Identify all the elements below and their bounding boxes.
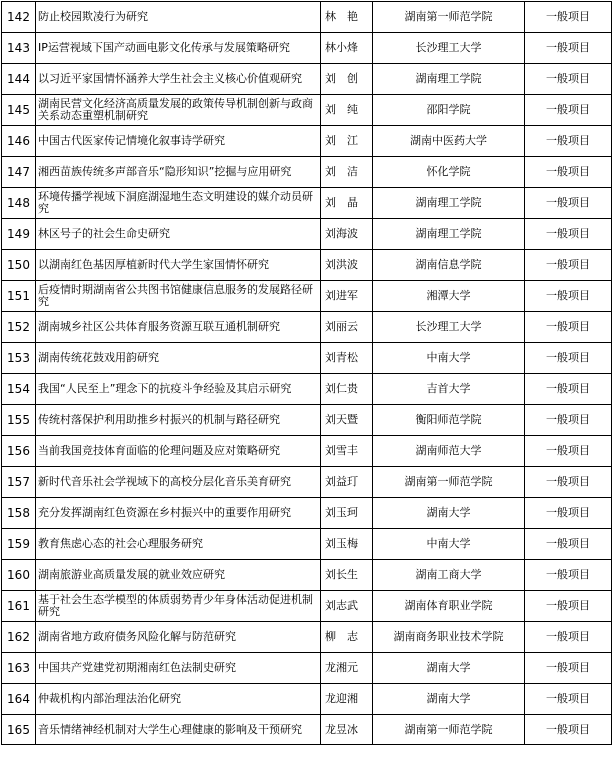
project-leader: 刘雪丰: [321, 436, 373, 467]
institution: 长沙理工大学: [373, 33, 525, 64]
project-title: 我国“人民至上”理念下的抗疫斗争经验及其启示研究: [36, 374, 321, 405]
project-leader: 刘 江: [321, 126, 373, 157]
row-number: 142: [2, 2, 36, 33]
project-title: 以习近平家国情怀涵养大学生社会主义核心价值观研究: [36, 64, 321, 95]
project-category: 一般项目: [525, 64, 612, 95]
institution: 邵阳学院: [373, 95, 525, 126]
project-leader: 刘 纯: [321, 95, 373, 126]
row-number: 144: [2, 64, 36, 95]
row-number: 158: [2, 498, 36, 529]
row-number: 161: [2, 591, 36, 622]
table-row: [2, 436, 612, 467]
project-title: 湖南旅游业高质量发展的就业效应研究: [36, 560, 321, 591]
institution: 湖南理工学院: [373, 64, 525, 95]
project-leader: 柳 志: [321, 622, 373, 653]
project-leader: 龙昱冰: [321, 715, 373, 745]
table-row: [2, 188, 612, 219]
table-row: [2, 2, 612, 33]
institution: 湖南大学: [373, 498, 525, 529]
table-row: [2, 126, 612, 157]
row-number: 151: [2, 281, 36, 312]
table-row: [2, 64, 612, 95]
project-title: 充分发挥湖南红色资源在乡村振兴中的重要作用研究: [36, 498, 321, 529]
project-category: 一般项目: [525, 219, 612, 250]
project-category: 一般项目: [525, 126, 612, 157]
project-leader: 刘 晶: [321, 188, 373, 219]
row-number: 155: [2, 405, 36, 436]
project-leader: 刘天暨: [321, 405, 373, 436]
institution: 中南大学: [373, 343, 525, 374]
project-title: 湖南民营文化经济高质量发展的政策传导机制创新与政商关系动态重塑机制研究: [36, 95, 321, 126]
row-number: 165: [2, 715, 36, 745]
institution: 吉首大学: [373, 374, 525, 405]
project-leader: 刘洪波: [321, 250, 373, 281]
project-title: 仲裁机构内部治理法治化研究: [36, 684, 321, 715]
institution: 湖南理工学院: [373, 188, 525, 219]
table-row: [2, 219, 612, 250]
institution: 湖南大学: [373, 684, 525, 715]
project-title: 中国共产党建党初期湘南红色法制史研究: [36, 653, 321, 684]
institution: 衡阳师范学院: [373, 405, 525, 436]
table-row: [2, 250, 612, 281]
project-leader: 刘志武: [321, 591, 373, 622]
project-category: 一般项目: [525, 188, 612, 219]
project-leader: 刘 创: [321, 64, 373, 95]
institution: 湖南师范大学: [373, 436, 525, 467]
institution: 湖南理工学院: [373, 219, 525, 250]
project-leader: 刘青松: [321, 343, 373, 374]
project-leader: 刘丽云: [321, 312, 373, 343]
table-row: [2, 95, 612, 126]
project-category: 一般项目: [525, 405, 612, 436]
project-leader: 林小烽: [321, 33, 373, 64]
row-number: 162: [2, 622, 36, 653]
project-title: 音乐情绪神经机制对大学生心理健康的影响及干预研究: [36, 715, 321, 745]
table-row: [2, 33, 612, 64]
institution: 湖南第一师范学院: [373, 2, 525, 33]
table-row: [2, 498, 612, 529]
institution: 湖南第一师范学院: [373, 467, 525, 498]
project-category: 一般项目: [525, 343, 612, 374]
row-number: 163: [2, 653, 36, 684]
project-title: 中国古代医家传记情境化叙事诗学研究: [36, 126, 321, 157]
row-number: 149: [2, 219, 36, 250]
project-category: 一般项目: [525, 95, 612, 126]
project-title: 教育焦虑心态的社会心理服务研究: [36, 529, 321, 560]
project-title: 林区号子的社会生命史研究: [36, 219, 321, 250]
project-title: 后疫情时期湖南省公共图书馆健康信息服务的发展路径研究: [36, 281, 321, 312]
table-row: [2, 684, 612, 715]
project-category: 一般项目: [525, 281, 612, 312]
project-title: 湘西苗族传统多声部音乐“隐形知识”挖掘与应用研究: [36, 157, 321, 188]
project-category: 一般项目: [525, 374, 612, 405]
row-number: 159: [2, 529, 36, 560]
project-category: 一般项目: [525, 250, 612, 281]
project-table-body: [2, 2, 612, 745]
project-leader: 刘进军: [321, 281, 373, 312]
table-row: [2, 157, 612, 188]
institution: 湖南第一师范学院: [373, 715, 525, 745]
institution: 湖南大学: [373, 653, 525, 684]
project-leader: 龙湘元: [321, 653, 373, 684]
project-title: 以湖南红色基因厚植新时代大学生家国情怀研究: [36, 250, 321, 281]
table-row: [2, 343, 612, 374]
institution: 湖南中医药大学: [373, 126, 525, 157]
table-row: [2, 560, 612, 591]
project-category: 一般项目: [525, 560, 612, 591]
project-category: 一般项目: [525, 436, 612, 467]
institution: 湘潭大学: [373, 281, 525, 312]
project-category: 一般项目: [525, 2, 612, 33]
table-row: [2, 467, 612, 498]
project-leader: 刘益玎: [321, 467, 373, 498]
project-title: 传统村落保护利用助推乡村振兴的机制与路径研究: [36, 405, 321, 436]
institution: 中南大学: [373, 529, 525, 560]
institution: 怀化学院: [373, 157, 525, 188]
project-leader: 刘玉梅: [321, 529, 373, 560]
table-row: [2, 622, 612, 653]
table-row: [2, 312, 612, 343]
institution: 长沙理工大学: [373, 312, 525, 343]
project-title: 防止校园欺凌行为研究: [36, 2, 321, 33]
row-number: 152: [2, 312, 36, 343]
project-category: 一般项目: [525, 622, 612, 653]
row-number: 146: [2, 126, 36, 157]
table-row: [2, 591, 612, 622]
project-category: 一般项目: [525, 312, 612, 343]
project-leader: 刘 洁: [321, 157, 373, 188]
project-category: 一般项目: [525, 684, 612, 715]
project-title: 湖南城乡社区公共体育服务资源互联互通机制研究: [36, 312, 321, 343]
project-leader: 刘玉珂: [321, 498, 373, 529]
row-number: 150: [2, 250, 36, 281]
row-number: 154: [2, 374, 36, 405]
project-title: 基于社会生态学模型的体质弱势青少年身体活动促进机制研究: [36, 591, 321, 622]
project-title: 新时代音乐社会学视域下的高校分层化音乐美育研究: [36, 467, 321, 498]
project-title: 湖南省地方政府债务风险化解与防范研究: [36, 622, 321, 653]
project-title: IP运营视域下国产动画电影文化传承与发展策略研究: [36, 33, 321, 64]
project-leader: 刘海波: [321, 219, 373, 250]
project-category: 一般项目: [525, 33, 612, 64]
table-row: [2, 374, 612, 405]
project-category: 一般项目: [525, 715, 612, 745]
project-leader: 林 艳: [321, 2, 373, 33]
row-number: 147: [2, 157, 36, 188]
project-category: 一般项目: [525, 653, 612, 684]
table-row: [2, 653, 612, 684]
project-table: [1, 1, 612, 745]
row-number: 156: [2, 436, 36, 467]
institution: 湖南信息学院: [373, 250, 525, 281]
row-number: 148: [2, 188, 36, 219]
project-leader: 刘长生: [321, 560, 373, 591]
table-row: [2, 715, 612, 745]
row-number: 160: [2, 560, 36, 591]
project-category: 一般项目: [525, 157, 612, 188]
project-title: 当前我国竞技体育面临的伦理问题及应对策略研究: [36, 436, 321, 467]
project-category: 一般项目: [525, 529, 612, 560]
project-title: 湖南传统花鼓戏用韵研究: [36, 343, 321, 374]
table-row: [2, 281, 612, 312]
table-row: [2, 529, 612, 560]
project-category: 一般项目: [525, 467, 612, 498]
row-number: 143: [2, 33, 36, 64]
project-leader: 刘仁贵: [321, 374, 373, 405]
row-number: 164: [2, 684, 36, 715]
project-title: 环境传播学视域下洞庭湖湿地生态文明建设的媒介动员研究: [36, 188, 321, 219]
project-leader: 龙迎湘: [321, 684, 373, 715]
row-number: 153: [2, 343, 36, 374]
project-category: 一般项目: [525, 498, 612, 529]
row-number: 145: [2, 95, 36, 126]
institution: 湖南商务职业技术学院: [373, 622, 525, 653]
table-row: [2, 405, 612, 436]
project-category: 一般项目: [525, 591, 612, 622]
institution: 湖南体育职业学院: [373, 591, 525, 622]
institution: 湖南工商大学: [373, 560, 525, 591]
row-number: 157: [2, 467, 36, 498]
